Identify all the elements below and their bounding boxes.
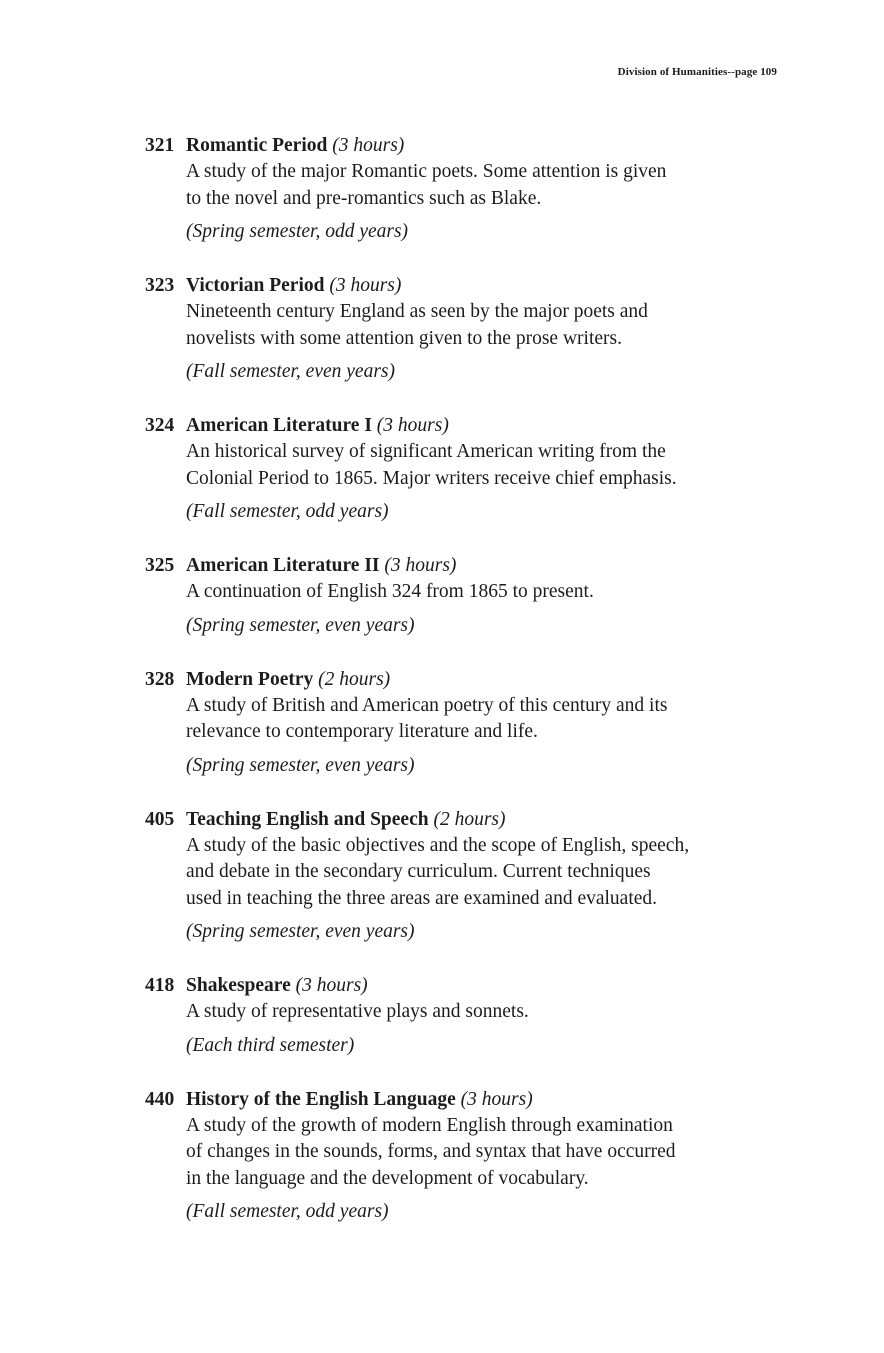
- course-hours: (3 hours): [332, 135, 405, 156]
- course-body: [186, 299, 745, 385]
- course-hours: (3 hours): [295, 975, 368, 996]
- course-title: Romantic Period: [186, 135, 328, 156]
- course-entry: [145, 1087, 745, 1226]
- course-description: A study of the major Romantic poets. Some attention is given to the novel and pre-romantics such as Blake.: [186, 161, 667, 209]
- course-term: (Spring semester, odd years): [186, 221, 409, 242]
- course-hours: (3 hours): [460, 1088, 533, 1110]
- course-term: (Each third semester): [186, 1034, 355, 1056]
- course-title: History of the English Language: [186, 1088, 456, 1110]
- course-number: 325: [145, 555, 175, 576]
- course-body: [186, 999, 745, 1059]
- course-list: [145, 133, 745, 1253]
- course-heading: [145, 973, 745, 999]
- course-title: Modern Poetry: [186, 668, 314, 690]
- course-hours: (2 hours): [318, 668, 391, 690]
- course-term: (Fall semester, even years): [186, 361, 396, 382]
- course-title: American Literature II: [186, 555, 380, 576]
- course-heading: [145, 413, 745, 439]
- course-title: Shakespeare: [186, 975, 291, 996]
- course-hours: (2 hours): [433, 808, 506, 830]
- course-hours: (3 hours): [384, 555, 457, 576]
- course-description: A study of representative plays and sonnets.: [186, 1001, 529, 1022]
- course-body: [186, 439, 745, 525]
- course-number: 321: [145, 135, 175, 156]
- course-description: Nineteenth century England as seen by the major poets and novelists with some attention given to the prose writers.: [186, 301, 648, 349]
- course-body: [186, 833, 745, 946]
- course-term: (Fall semester, odd years): [186, 1201, 389, 1222]
- course-body: [186, 693, 745, 779]
- course-heading: [145, 1087, 745, 1113]
- course-body: [186, 579, 745, 639]
- course-number: 328: [145, 668, 175, 690]
- course-heading: [145, 667, 745, 693]
- course-number: 323: [145, 275, 175, 296]
- course-description: A study of the basic objectives and the scope of English, speech, and debate in the secondary curriculum. Current techniques used in teaching the three areas are examined and evaluated.: [186, 834, 690, 909]
- course-term: (Spring semester, even years): [186, 614, 415, 636]
- course-entry: [145, 133, 745, 245]
- course-entry: [145, 553, 745, 639]
- course-description: An historical survey of significant American writing from the Colonial Period to 1865. Major writers receive chief emphasis.: [186, 441, 677, 489]
- course-number: 418: [145, 975, 175, 996]
- course-term: (Fall semester, odd years): [186, 501, 389, 522]
- course-entry: [145, 973, 745, 1059]
- course-description: A study of the growth of modern English through examination of changes in the sounds, forms, and syntax that have occurred in the language and the development of vocabulary.: [186, 1114, 676, 1189]
- course-entry: [145, 807, 745, 946]
- course-description: A study of British and American poetry of this century and its relevance to contemporary literature and life.: [186, 694, 668, 742]
- course-title: Teaching English and Speech: [186, 808, 429, 830]
- running-head: Division of Humanities--page 109: [617, 66, 777, 78]
- course-heading: [145, 553, 745, 579]
- course-number: 440: [145, 1088, 175, 1110]
- course-body: [186, 1113, 745, 1226]
- course-entry: [145, 273, 745, 385]
- course-title: Victorian Period: [186, 275, 325, 296]
- course-term: (Spring semester, even years): [186, 754, 415, 776]
- course-heading: [145, 807, 745, 833]
- course-number: 405: [145, 808, 175, 830]
- course-heading: [145, 133, 745, 159]
- course-entry: [145, 667, 745, 779]
- course-hours: (3 hours): [376, 415, 449, 436]
- course-term: (Spring semester, even years): [186, 921, 415, 942]
- course-description: A continuation of English 324 from 1865 to present.: [186, 581, 594, 602]
- course-entry: [145, 413, 745, 525]
- course-hours: (3 hours): [329, 275, 402, 296]
- course-title: American Literature I: [186, 415, 372, 436]
- course-body: [186, 159, 745, 245]
- course-number: 324: [145, 415, 175, 436]
- course-heading: [145, 273, 745, 299]
